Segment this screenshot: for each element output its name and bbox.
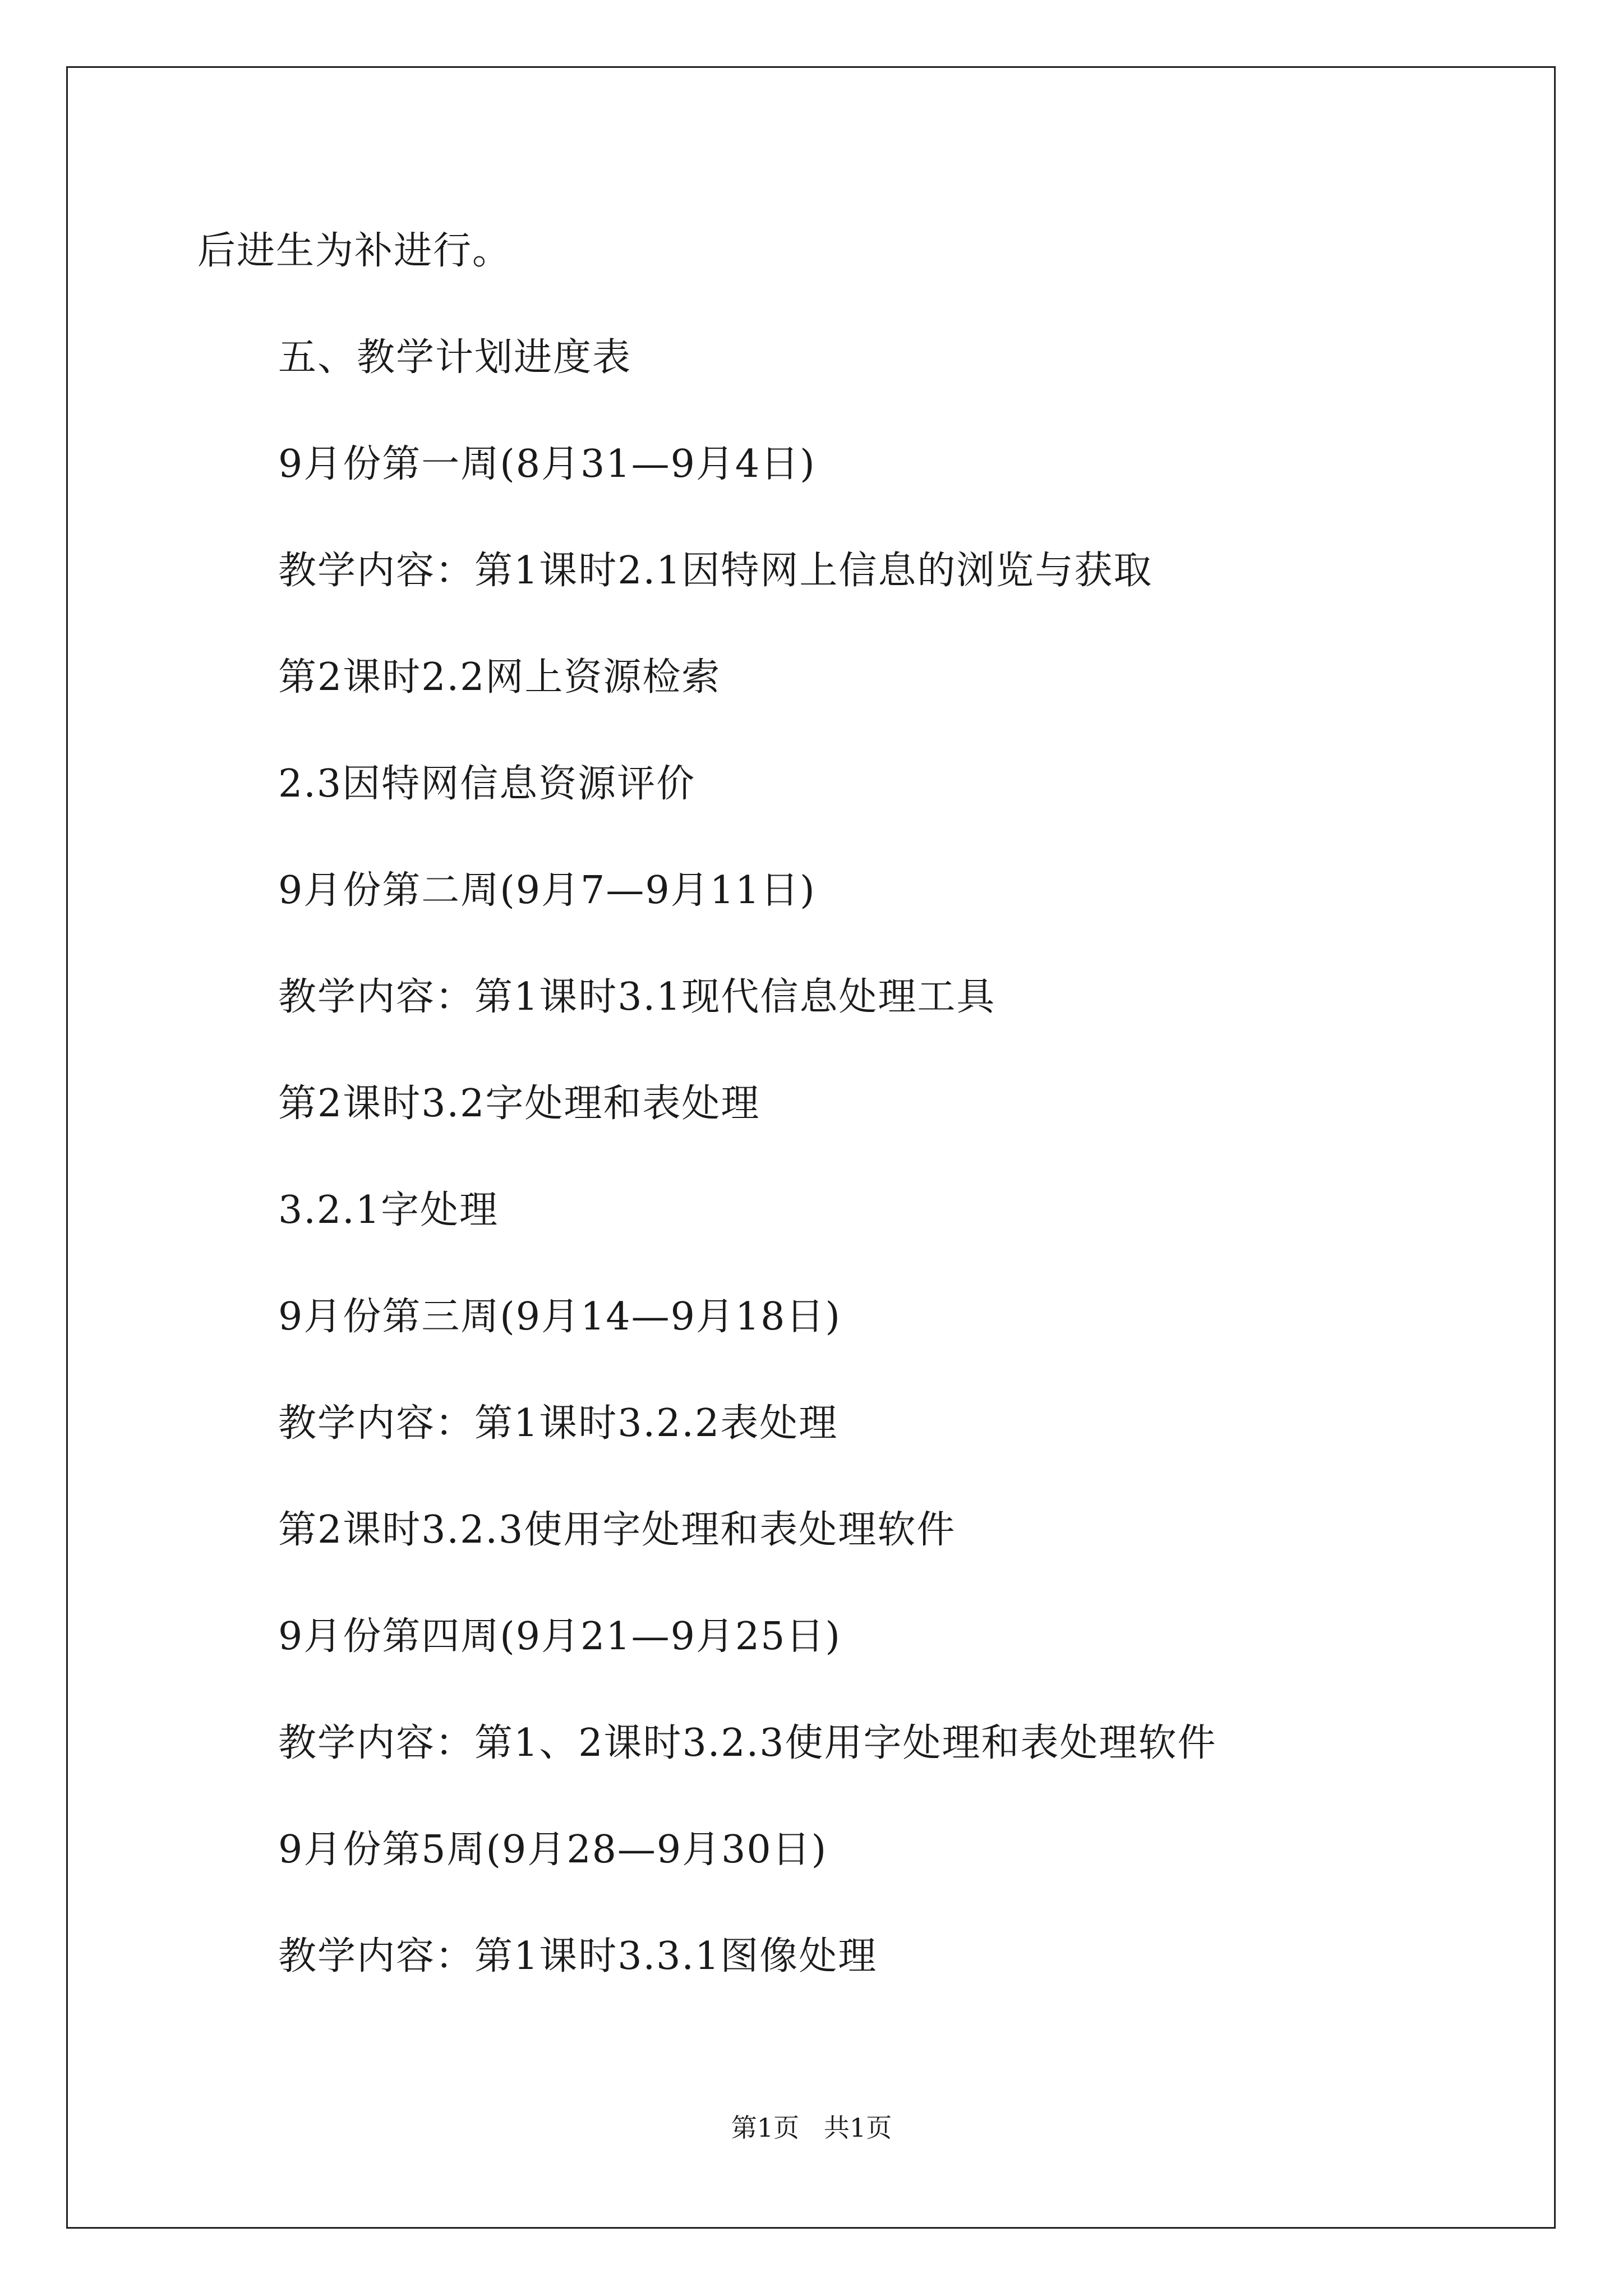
text-line: 教学内容：第1课时3.3.1图像处理 [278,1934,878,1978]
text-line: 教学内容：第1课时2.1因特网上信息的浏览与获取 [278,549,1153,593]
week-heading: 9月份第四周(9月21—9月25日) [278,1614,841,1659]
week-heading: 9月份第一周(8月31—9月4日) [278,442,816,486]
text-line: 教学内容：第1课时3.1现代信息处理工具 [278,975,996,1019]
text-line: 教学内容：第1课时3.2.2表处理 [278,1401,838,1446]
page-footer: 第1页 共1页 [731,2113,892,2143]
week-heading: 9月份第三周(9月14—9月18日) [278,1295,841,1339]
text-line: 第2课时3.2.3使用字处理和表处理软件 [278,1508,956,1552]
text-line: 教学内容：第1、2课时3.2.3使用字处理和表处理软件 [278,1721,1217,1765]
week-heading: 9月份第5周(9月28—9月30日) [278,1828,828,1872]
section-heading: 五、教学计划进度表 [278,335,632,380]
text-line: 3.2.1字处理 [278,1188,499,1232]
text-line: 2.3因特网信息资源评价 [278,762,696,806]
page-border [66,66,1556,2229]
text-line: 第2课时3.2字处理和表处理 [278,1082,760,1126]
text-line: 第2课时2.2网上资源检索 [278,655,721,700]
text-line: 后进生为补进行。 [197,229,512,273]
week-heading: 9月份第二周(9月7—9月11日) [278,868,816,913]
